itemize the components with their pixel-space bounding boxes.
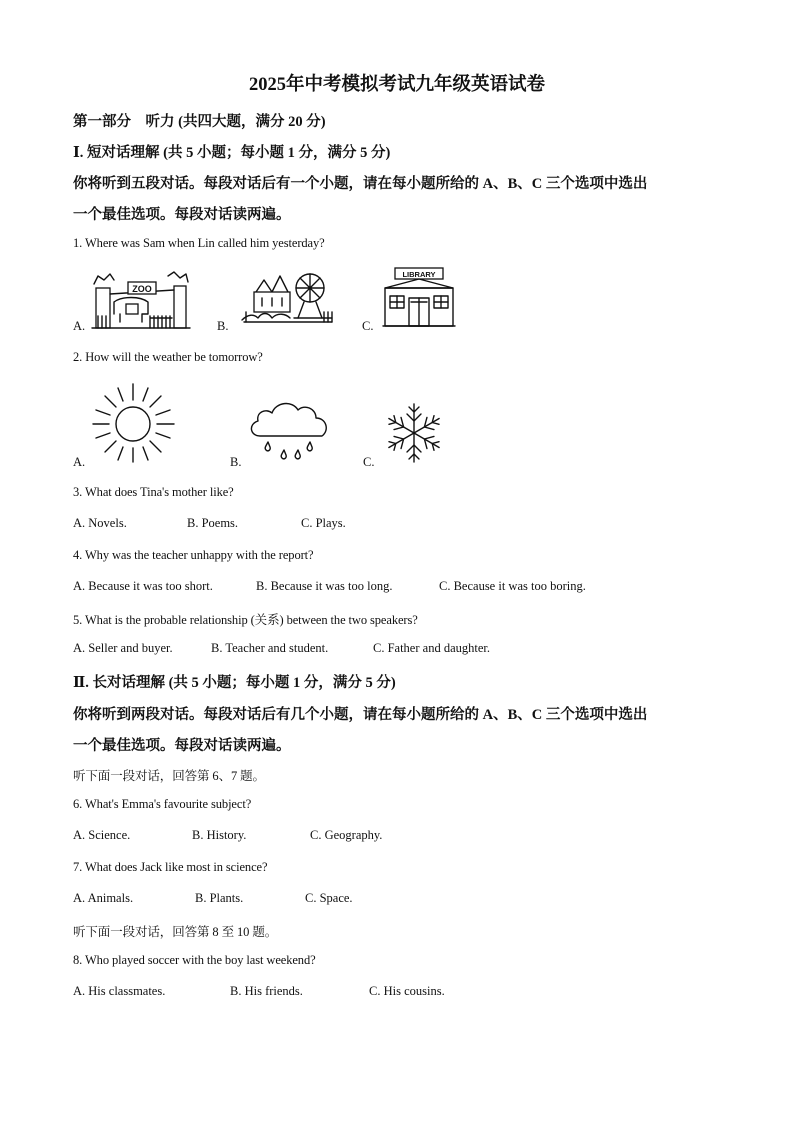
library-picture — [381, 266, 457, 328]
question-8: 8. Who played soccer with the boy last weekend? — [73, 953, 316, 967]
library-sign: LIBRARY — [402, 270, 436, 279]
passage-2-note: 听下面一段对话，回答第 8 至 10 题。 — [73, 925, 278, 939]
zoo-picture — [88, 268, 193, 330]
section2-heading: Ⅱ. 长对话理解 (共 5 小题；每小题 1 分，满分 5 分) — [73, 675, 396, 691]
question-7: 7. What does Jack like most in science? — [73, 860, 268, 874]
q2-option-c-label: C. — [363, 455, 375, 469]
section2-instruction-cont: 一个最佳选项。每段对话读两遍。 — [73, 738, 291, 754]
exam-title: 2025年中考模拟考试九年级英语试卷 — [248, 75, 545, 95]
q6-option-c: C. Geography. — [310, 828, 383, 842]
q8-option-c: C. His cousins. — [369, 984, 445, 998]
q1-option-a-label: A. — [73, 319, 86, 333]
question-3: 3. What does Tina's mother like? — [73, 485, 234, 499]
part1-heading: 第一部分 听力 (共四大题，满分 20 分) — [73, 114, 326, 130]
q2-option-a-label: A. — [73, 455, 86, 469]
amusement-park-picture — [236, 268, 336, 328]
rain-cloud-icon — [246, 396, 332, 464]
q7-option-b: B. Plants. — [195, 891, 244, 905]
q1-option-b-label: B. — [217, 319, 229, 333]
zoo-sign: ZOO — [132, 284, 152, 294]
q5-option-b: B. Teacher and student. — [211, 641, 329, 655]
question-1: 1. Where was Sam when Lin called him yesterday? — [73, 236, 325, 250]
q8-option-a: A. His classmates. — [73, 984, 166, 998]
question-2: 2. How will the weather be tomorrow? — [73, 350, 263, 364]
passage-1-note: 听下面一段对话，回答第 6、7 题。 — [73, 769, 265, 783]
q5-option-a: A. Seller and buyer. — [73, 641, 173, 655]
question-4: 4. Why was the teacher unhappy with the report? — [73, 548, 314, 562]
question-6: 6. What's Emma's favourite subject? — [73, 797, 252, 811]
section2-instruction: 你将听到两段对话。每段对话后有几个小题，请在每小题所给的 A、B、C 三个选项中选出 — [73, 707, 648, 723]
sun-icon — [92, 382, 176, 464]
q3-option-a: A. Novels. — [73, 516, 127, 530]
section1-heading: Ⅰ. 短对话理解 (共 5 小题；每小题 1 分，满分 5 分) — [73, 145, 391, 161]
q6-option-a: A. Science. — [73, 828, 131, 842]
question-5: 5. What is the probable relationship (关系) between the two speakers? — [73, 613, 418, 627]
snowflake-icon — [380, 402, 448, 466]
q5-option-c: C. Father and daughter. — [373, 641, 490, 655]
q3-option-c: C. Plays. — [301, 516, 346, 530]
q4-option-b: B. Because it was too long. — [256, 579, 393, 593]
q4-option-a: A. Because it was too short. — [73, 579, 213, 593]
q6-option-b: B. History. — [192, 828, 247, 842]
q1-option-c-label: C. — [362, 319, 374, 333]
q8-option-b: B. His friends. — [230, 984, 303, 998]
q2-option-b-label: B. — [230, 455, 242, 469]
q7-option-c: C. Space. — [305, 891, 353, 905]
section1-instruction-cont: 一个最佳选项。每段对话读两遍。 — [73, 207, 291, 223]
q4-option-c: C. Because it was too boring. — [439, 579, 586, 593]
q7-option-a: A. Animals. — [73, 891, 134, 905]
q3-option-b: B. Poems. — [187, 516, 239, 530]
section1-instruction: 你将听到五段对话。每段对话后有一个小题，请在每小题所给的 A、B、C 三个选项中选出 — [73, 176, 648, 192]
